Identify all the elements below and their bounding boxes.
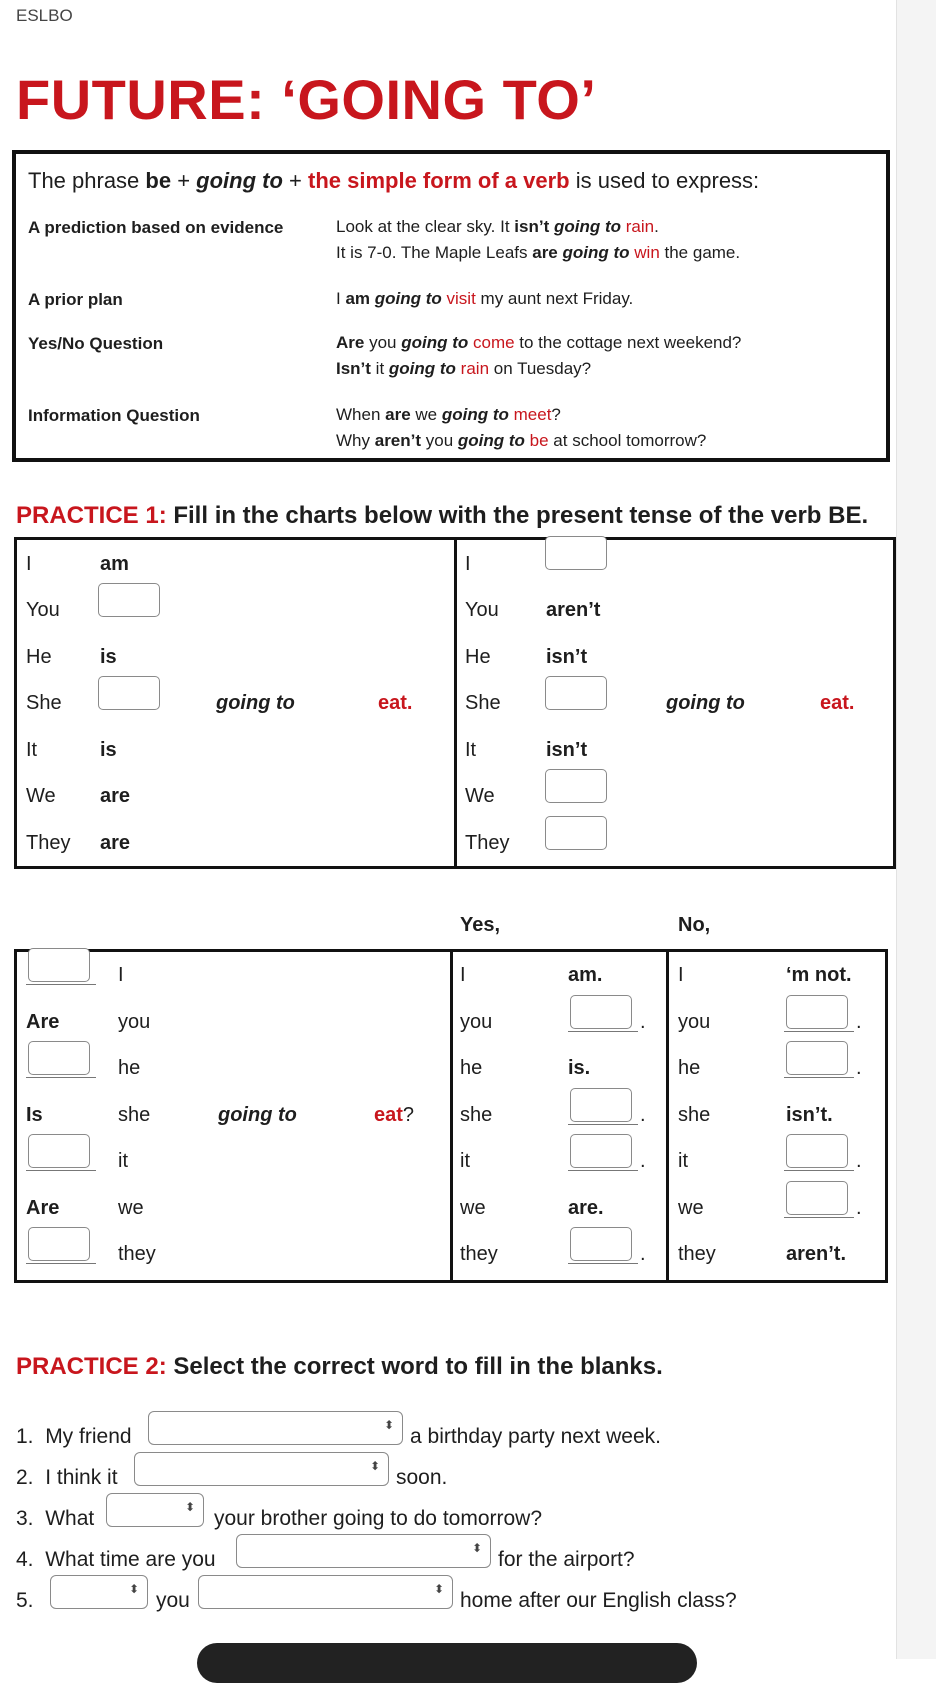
blank-line <box>568 1031 638 1032</box>
blank-line <box>26 1077 96 1078</box>
question-3-rest: your brother going to do tomorrow? <box>214 1507 543 1530</box>
pronoun: you <box>678 1011 711 1033</box>
answer-select-3[interactable] <box>106 1493 204 1527</box>
select-chevron-icon: ⬍ <box>471 1541 482 1555</box>
usage-label: Information Question <box>28 406 200 425</box>
answer-box[interactable] <box>570 995 632 1029</box>
short-answer: aren’t. <box>786 1243 847 1265</box>
practice1-heading: PRACTICE 1: Fill in the charts below with the present tense of the verb BE. <box>16 502 869 529</box>
usage-example: Are you going to come to the cottage next weekend? Isn’t it going to rain on Tuesday? <box>336 333 742 378</box>
pronoun: he <box>118 1057 141 1079</box>
question-2: 2. I think it <box>16 1466 118 1489</box>
pronoun: it <box>460 1150 470 1172</box>
rule-heading: The phrase be + going to + the simple form of a verb is used to express: <box>28 168 760 193</box>
pronoun: we <box>460 1197 486 1219</box>
blank-line <box>784 1170 854 1171</box>
going-to-label: going to <box>666 692 745 714</box>
usage-label: Yes/No Question <box>28 334 164 353</box>
short-answer: isn’t. <box>786 1104 833 1126</box>
aux-word: Are <box>26 1197 60 1219</box>
be-form: is <box>100 646 117 668</box>
pronoun: you <box>118 1011 151 1033</box>
aux-answer-box[interactable] <box>28 1227 90 1261</box>
question-2-rest: soon. <box>396 1466 448 1489</box>
chart-divider <box>454 537 457 869</box>
pronoun: we <box>118 1197 144 1219</box>
pronoun: It <box>465 739 477 761</box>
aux-answer-box[interactable] <box>28 948 90 982</box>
question-5-rest: home after our English class? <box>460 1589 737 1612</box>
pronoun: He <box>465 646 491 668</box>
pronoun: it <box>118 1150 128 1172</box>
answer-box[interactable] <box>545 769 607 803</box>
question-1: 1. My friend <box>16 1425 132 1448</box>
blank-line <box>26 984 96 985</box>
going-to-label: going to <box>218 1104 297 1126</box>
pronoun: he <box>460 1057 483 1079</box>
verb-label: eat. <box>378 692 413 714</box>
answer-select-1[interactable] <box>148 1411 403 1445</box>
pronoun: I <box>118 964 124 986</box>
chart-divider <box>666 949 669 1283</box>
answer-box[interactable] <box>786 1041 848 1075</box>
question-4: 4. What time are you <box>16 1548 216 1571</box>
pronoun: it <box>678 1150 688 1172</box>
period: . <box>640 1104 646 1126</box>
be-negative-form: aren’t <box>546 599 601 621</box>
pronoun: You <box>26 599 60 621</box>
aux-answer-box[interactable] <box>28 1134 90 1168</box>
pronoun: we <box>678 1197 704 1219</box>
be-form: is <box>100 739 117 761</box>
answer-box[interactable] <box>98 676 160 710</box>
pronoun: They <box>465 832 510 854</box>
select-chevron-icon: ⬍ <box>383 1418 394 1432</box>
pronoun: I <box>26 553 32 575</box>
usage-example: Look at the clear sky. It isn’t going to rain. It is 7-0. The Maple Leafs are going to win the game. <box>336 217 741 262</box>
question-3: 3. What <box>16 1507 95 1530</box>
be-negative-form: isn’t <box>546 739 588 761</box>
question-1-rest: a birthday party next week. <box>410 1425 661 1448</box>
be-form: are <box>100 785 131 807</box>
blank-line <box>568 1263 638 1264</box>
brand-label: ESLBO <box>16 6 73 25</box>
blank-line <box>784 1077 854 1078</box>
usage-example: When are we going to meet? Why aren’t you going to be at school tomorrow? <box>336 405 707 450</box>
answer-box[interactable] <box>570 1227 632 1261</box>
select-chevron-icon: ⬍ <box>433 1582 444 1596</box>
pronoun: We <box>465 785 495 807</box>
period: . <box>856 1057 862 1079</box>
blank-line <box>568 1170 638 1171</box>
pronoun: I <box>460 964 466 986</box>
answer-select-4[interactable] <box>236 1534 491 1568</box>
aux-word: Are <box>26 1011 60 1033</box>
answer-select-5b[interactable] <box>198 1575 453 1609</box>
answer-box[interactable] <box>786 1134 848 1168</box>
short-answer: are. <box>568 1197 604 1219</box>
answer-box[interactable] <box>98 583 160 617</box>
pronoun: She <box>26 692 62 714</box>
period: . <box>640 1011 646 1033</box>
answer-select-5a[interactable] <box>50 1575 148 1609</box>
pronoun: they <box>678 1243 716 1265</box>
no-header: No, <box>678 914 711 936</box>
answer-box[interactable] <box>545 816 607 850</box>
be-negative-form: isn’t <box>546 646 588 668</box>
grammar-rule-box <box>12 150 890 462</box>
pronoun: You <box>465 599 499 621</box>
select-chevron-icon: ⬍ <box>369 1459 380 1473</box>
pronoun: he <box>678 1057 701 1079</box>
usage-example: I am going to visit my aunt next Friday. <box>336 289 634 308</box>
blank-line <box>568 1124 638 1125</box>
select-chevron-icon: ⬍ <box>184 1500 195 1514</box>
pronoun: she <box>118 1104 151 1126</box>
pronoun: We <box>26 785 56 807</box>
blank-line <box>784 1031 854 1032</box>
be-form: are <box>100 832 131 854</box>
question-5-mid: you <box>156 1589 190 1612</box>
yes-header: Yes, <box>460 914 501 936</box>
pronoun: They <box>26 832 71 854</box>
pronoun: they <box>460 1243 498 1265</box>
practice2-heading: PRACTICE 2: Select the correct word to fill in the blanks. <box>16 1353 663 1380</box>
period: . <box>640 1150 646 1172</box>
pronoun: she <box>678 1104 711 1126</box>
going-to-label: going to <box>216 692 295 714</box>
answer-box[interactable] <box>570 1134 632 1168</box>
answer-box[interactable] <box>570 1088 632 1122</box>
pronoun: It <box>26 739 38 761</box>
aux-word: Is <box>26 1104 43 1126</box>
period: . <box>640 1243 646 1265</box>
question-verb: eat? <box>374 1104 415 1126</box>
answer-select-2[interactable] <box>134 1452 389 1486</box>
pronoun: she <box>460 1104 493 1126</box>
answer-box[interactable] <box>786 1181 848 1215</box>
page-scroll-gutter <box>896 0 936 1659</box>
short-answer: is. <box>568 1057 591 1079</box>
answer-box[interactable] <box>545 536 607 570</box>
aux-answer-box[interactable] <box>28 1041 90 1075</box>
answer-box[interactable] <box>786 995 848 1029</box>
blank-line <box>784 1217 854 1218</box>
question-5: 5. <box>16 1589 34 1612</box>
short-answer: am. <box>568 964 603 986</box>
short-answer: ‘m not. <box>786 964 852 986</box>
pronoun: I <box>465 553 471 575</box>
period: . <box>856 1197 862 1219</box>
page-title: FUTURE: ‘GOING TO’ <box>16 68 597 131</box>
pronoun: I <box>678 964 684 986</box>
usage-label: A prior plan <box>28 290 123 309</box>
period: . <box>856 1011 862 1033</box>
bottom-action-bar[interactable] <box>197 1643 697 1683</box>
pronoun: you <box>460 1011 493 1033</box>
pronoun: He <box>26 646 52 668</box>
be-form: am <box>100 553 129 575</box>
usage-label: A prediction based on evidence <box>28 218 284 237</box>
pronoun: they <box>118 1243 156 1265</box>
pronoun: She <box>465 692 501 714</box>
chart-divider <box>450 949 453 1283</box>
question-4-rest: for the airport? <box>498 1548 635 1571</box>
blank-line <box>26 1263 96 1264</box>
select-chevron-icon: ⬍ <box>128 1582 139 1596</box>
period: . <box>856 1150 862 1172</box>
answer-box[interactable] <box>545 676 607 710</box>
blank-line <box>26 1170 96 1171</box>
verb-label: eat. <box>820 692 855 714</box>
